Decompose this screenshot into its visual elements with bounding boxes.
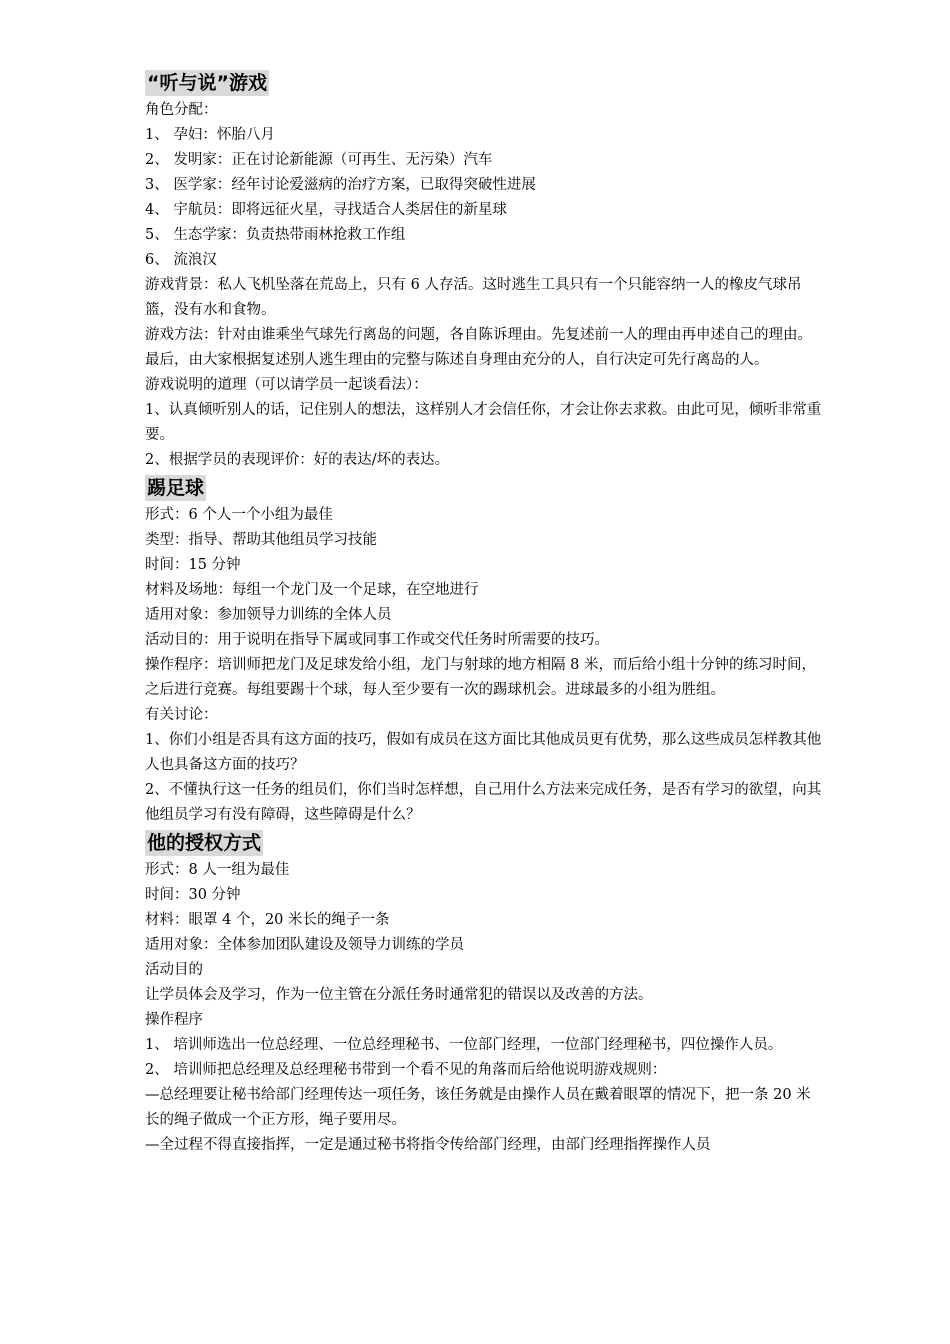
list-item: 6、 流浪汉 [145,252,217,268]
section-title: 踢足球 [147,477,205,499]
paragraph: 2、根据学员的表现评价：好的表达/坏的表达。 [145,452,450,468]
section-kick-football [145,473,825,828]
paragraph: 游戏说明的道理（可以请学员一起谈看法）： [145,377,428,393]
paragraph: 时间：15 分钟 [145,557,241,573]
paragraph: 让学员体会及学习，作为一位主管在分派任务时通常犯的错误以及改善的方法。 [145,987,653,1003]
paragraph: 材料及场地：每组一个龙门及一个足球，在空地进行 [145,582,479,598]
section-title: 他的授权方式 [147,832,262,854]
paragraph: 游戏背景：私人飞机坠落在荒岛上，只有 6 人存活。这时逃生工具只有一个只能容纳一人的橡皮气球吊篮，没有水和食物。 [145,277,802,318]
list-item: 4、 宇航员：即将远征火星，寻找适合人类居住的新星球 [145,202,507,218]
paragraph: 1、认真倾听别人的话，记住别人的想法，这样别人才会信任你，才会让你去求救。由此可见，倾听非常重要。 [145,402,822,443]
paragraph: 材料：眼罩 4 个，20 米长的绳子一条 [145,912,390,928]
section-title: “听与说”游戏 [147,72,267,94]
paragraph: 游戏方法：针对由谁乘坐气球先行离岛的问题，各自陈诉理由。先复述前一人的理由再申述自己的理由。最后，由大家根据复述别人逃生理由的完整与陈述自身理由充分的人，自行决定可先行离岛的人。 [145,327,812,368]
paragraph: 适用对象：参加领导力训练的全体人员 [145,607,392,623]
paragraph: —总经理要让秘书给部门经理传达一项任务，该任务就是由操作人员在戴着眼罩的情况下，把一条 20 米长的绳子做成一个正方形，绳子要用尽。 [145,1087,811,1128]
paragraph: 操作程序 [145,1012,203,1028]
paragraph: 适用对象：全体参加团队建设及领导力训练的学员 [145,937,464,953]
paragraph: —全过程不得直接指挥，一定是通过秘书将指令传给部门经理，由部门经理指挥操作人员 [145,1137,711,1153]
paragraph: 类型：指导、帮助其他组员学习技能 [145,532,377,548]
list-item: 1、 培训师选出一位总经理、一位总经理秘书、一位部门经理，一位部门经理秘书，四位操作人员。 [145,1037,783,1053]
paragraph: 1、你们小组是否具有这方面的技巧，假如有成员在这方面比其他成员更有优势，那么这些成员怎样教其他人也具备这方面的技巧？ [145,732,822,773]
paragraph: 2、不懂执行这一任务的组员们，你们当时怎样想，自己用什么方法来完成任务，是否有学习的欲望，向其他组员学习有没有障碍，这些障碍是什么？ [145,782,822,823]
section-delegation-style [145,828,825,1158]
list-item: 1、 孕妇：怀胎八月 [145,127,275,143]
paragraph: 形式：6 个人一个小组为最佳 [145,507,333,523]
paragraph: 有关讨论： [145,707,218,723]
list-item: 2、 培训师把总经理及总经理秘书带到一个看不见的角落而后给他说明游戏规则： [145,1062,667,1078]
paragraph: 操作程序：培训师把龙门及足球发给小组，龙门与射球的地方相隔 8 米，而后给小组十分钟的练习时间，之后进行竞赛。每组要踢十个球，每人至少要有一次的踢球机会。进球最多的小组为胜组。 [145,657,816,698]
paragraph: 时间：30 分钟 [145,887,241,903]
list-item: 3、 医学家：经年讨论爱滋病的治疗方案，已取得突破性进展 [145,177,536,193]
list-item: 5、 生态学家：负责热带雨林抢救工作组 [145,227,406,243]
paragraph: 形式：8 人一组为最佳 [145,862,290,878]
section-listen-and-speak [145,68,825,473]
paragraph: 角色分配： [145,102,218,118]
list-item: 2、 发明家：正在讨论新能源（可再生、无污染）汽车 [145,152,493,168]
paragraph: 活动目的：用于说明在指导下属或同事工作或交代任务时所需要的技巧。 [145,632,609,648]
paragraph: 活动目的 [145,962,203,978]
document-page [145,68,825,1158]
